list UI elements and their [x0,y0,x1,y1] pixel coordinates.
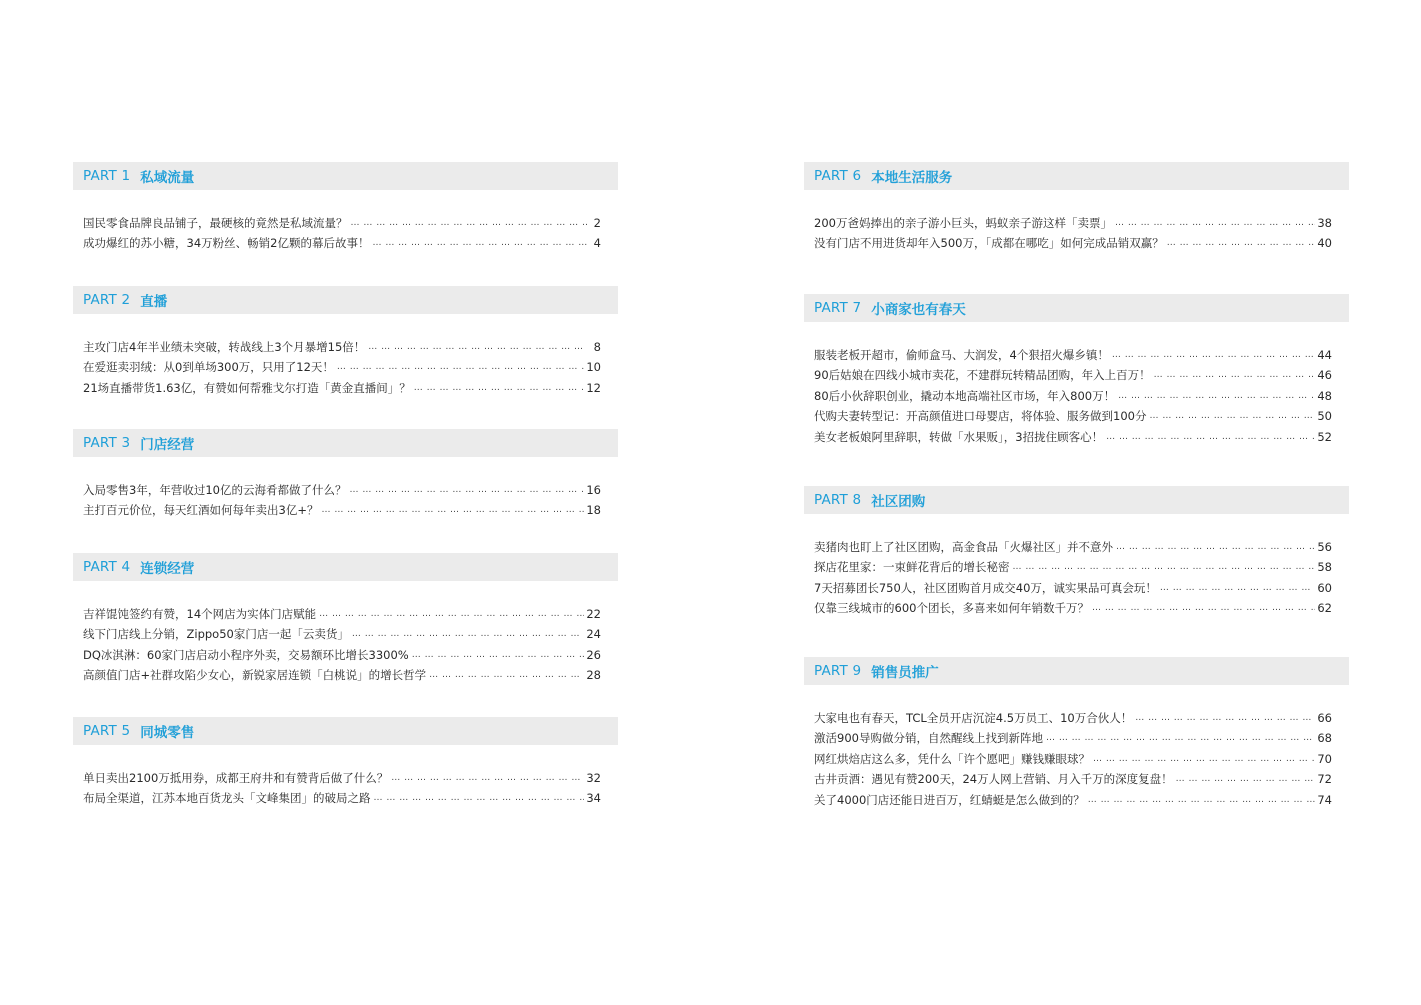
toc-entry[interactable] [814,362,1332,383]
toc-entry[interactable] [814,423,1332,444]
entry-page-number: 4 [593,236,601,251]
entry-page-number: 10 [586,360,601,375]
part-header [804,294,1349,322]
dot-leader [372,237,587,249]
entry-page-number: 62 [1317,601,1332,616]
toc-section-part-1 [73,162,618,251]
dot-leader [1160,582,1315,594]
entry-page-number: 44 [1317,347,1332,362]
entry-page-number: 16 [586,482,601,497]
toc-entry[interactable] [83,785,601,806]
toc-entry-list [814,704,1332,807]
entry-page-number: 26 [586,647,601,662]
part-header [804,162,1349,190]
toc-entry-list [814,533,1332,615]
toc-entry-list [814,341,1332,444]
toc-entry-list [83,600,601,682]
toc-entry[interactable] [83,621,601,642]
part-number: PART 6 [814,168,862,184]
toc-entry-list [83,209,601,250]
toc-entry-list [83,333,601,395]
toc-entry[interactable] [814,403,1332,424]
toc-entry[interactable] [814,704,1332,725]
toc-entry[interactable] [814,786,1332,807]
part-title: 小商家也有春天 [871,302,966,318]
entry-title: 国民零食品牌良品铺子，最硬核的竟然是私域流量？ [83,215,348,230]
entry-title: 激活900导购做分销，自然醒线上找到新阵地 [814,731,1043,746]
part-number: PART 3 [83,435,131,451]
toc-entry[interactable] [83,374,601,395]
dot-leader [1013,561,1316,573]
dot-leader [321,504,584,516]
entry-page-number: 2 [593,215,601,230]
entry-page-number: 40 [1317,236,1332,251]
part-header [73,553,618,581]
dot-leader [1112,349,1316,361]
toc-entry[interactable] [814,533,1332,554]
part-number: PART 2 [83,292,131,308]
entry-page-number: 8 [593,339,601,354]
toc-entry[interactable] [83,600,601,621]
toc-entry[interactable] [814,341,1332,362]
part-number: PART 5 [83,723,131,739]
entry-title: 没有门店不用进货却年入500万，「成都在哪吃」如何完成品销双赢？ [814,236,1164,251]
toc-entry[interactable] [814,382,1332,403]
part-number: PART 8 [814,492,862,508]
toc-section-part-9 [804,657,1349,807]
toc-entry[interactable] [814,554,1332,575]
entry-title: 高颜值门店+社群攻陷少女心，新锐家居连锁「白桃说」的增长哲学 [83,668,427,683]
entry-title: 卖猪肉也盯上了社区团购，高金食品「火爆社区」并不意外 [814,539,1113,554]
dot-leader [1046,732,1315,744]
part-title: 同城零售 [140,725,195,741]
toc-entry[interactable] [83,764,601,785]
part-number: PART 7 [814,300,862,316]
dot-leader [412,649,585,661]
toc-entry[interactable] [814,574,1332,595]
dot-leader [368,341,587,353]
entry-page-number: 12 [586,380,601,395]
dot-leader [1118,390,1315,402]
dot-leader [1106,431,1315,443]
toc-entry[interactable] [83,476,601,497]
toc-entry[interactable] [83,333,601,354]
entry-page-number: 34 [586,791,601,806]
toc-entry[interactable] [814,725,1332,746]
entry-title: 入局零售3年，年营收过10亿的云海肴都做了什么？ [83,482,347,497]
dot-leader [1154,369,1316,381]
part-title: 社区团购 [871,494,926,510]
toc-entry[interactable] [83,641,601,662]
part-number: PART 9 [814,663,862,679]
entry-title: 21场直播带货1.63亿，有赞如何帮雅戈尔打造「黄金直播间」？ [83,380,411,395]
entry-title: 仅靠三线城市的600个团长，多喜来如何年销数千万？ [814,601,1089,616]
entry-page-number: 18 [586,503,601,518]
toc-section-part-2 [73,286,618,395]
entry-page-number: 74 [1317,792,1332,807]
dot-leader [1088,794,1316,806]
part-title: 私域流量 [140,170,195,186]
entry-title: 探店花里家：一束鲜花背后的增长秘密 [814,560,1010,575]
toc-entry[interactable] [83,209,601,230]
dot-leader [351,217,588,229]
dot-leader [1167,237,1316,249]
entry-title: 200万爸妈捧出的亲子游小巨头，蚂蚁亲子游这样「卖票」 [814,215,1112,230]
toc-entry[interactable] [814,595,1332,616]
dot-leader [414,382,585,394]
toc-entry[interactable] [83,497,601,518]
part-header [804,486,1349,514]
part-title: 销售员推广 [871,665,939,681]
dot-leader [319,608,584,620]
entry-page-number: 46 [1317,368,1332,383]
toc-section-part-4 [73,553,618,683]
part-header [73,286,618,314]
entry-title: 成功爆红的苏小糖，34万粉丝、畅销2亿颗的幕后故事！ [83,236,370,251]
dot-leader [1135,712,1315,724]
entry-page-number: 38 [1317,215,1332,230]
part-title: 门店经营 [140,437,195,453]
toc-entry-list [83,476,601,517]
part-header [73,429,618,457]
dot-leader [374,792,585,804]
entry-title: 布局全渠道，江苏本地百货龙头「文峰集团」的破局之路 [83,791,371,806]
toc-entry[interactable] [83,354,601,375]
dot-leader [1116,541,1315,553]
entry-page-number: 60 [1317,580,1332,595]
entry-title: 80后小伙辞职创业，撬动本地高端社区市场，年入800万！ [814,388,1116,403]
part-header [73,162,618,190]
part-title: 直播 [140,294,168,310]
entry-title: 主打百元价位，每天红酒如何每年卖出3亿+？ [83,503,319,518]
entry-title: 大家电也有春天，TCL全员开店沉淀4.5万员工、10万合伙人！ [814,710,1133,725]
entry-page-number: 50 [1317,409,1332,424]
toc-entry[interactable] [814,209,1332,230]
entry-title: 代购夫妻转型记：开高颜值进口母婴店，将体验、服务做到100分 [814,409,1147,424]
dot-leader [1115,217,1315,229]
dot-leader [337,361,584,373]
entry-title: 在爱逛卖羽绒：从0到单场300万，只用了12天！ [83,360,334,375]
entry-title: 单日卖出2100万抵用券，成都王府井和有赞背后做了什么？ [83,770,389,785]
dot-leader [1176,773,1316,785]
entry-title: 关了4000门店还能日进百万，红蜻蜓是怎么做到的？ [814,792,1085,807]
entry-title: 服装老板开超市，偷师盒马、大润发，4个狠招火爆乡镇！ [814,347,1109,362]
toc-section-part-7 [804,294,1349,444]
entry-page-number: 52 [1317,429,1332,444]
toc-section-part-5 [73,717,618,806]
entry-page-number: 66 [1317,710,1332,725]
toc-entry[interactable] [83,230,601,251]
dot-leader [429,669,584,681]
entry-page-number: 72 [1317,772,1332,787]
toc-entry[interactable] [814,766,1332,787]
entry-title: 美女老板娘阿里辞职，转做「水果贩」，3招拢住顾客心！ [814,429,1104,444]
part-header [804,657,1349,685]
entry-page-number: 56 [1317,539,1332,554]
entry-title: 90后姑娘在四线小城市卖花，不建群玩转精品团购，年入上百万！ [814,368,1151,383]
toc-entry-list [83,764,601,805]
entry-title: 吉祥馄饨签约有赞，14个网店为实体门店赋能 [83,606,317,621]
entry-page-number: 68 [1317,731,1332,746]
toc-entry-list [814,209,1332,250]
entry-title: 7天招募团长750人，社区团购首月成交40万，诚实果品可真会玩！ [814,580,1157,595]
entry-page-number: 70 [1317,751,1332,766]
dot-leader [1093,753,1315,765]
entry-title: 主攻门店4年半业绩未突破，转战线上3个月暴增15倍！ [83,339,366,354]
dot-leader [1149,410,1315,422]
entry-title: 网红烘焙店这么多，凭什么「许个愿吧」赚钱赚眼球？ [814,751,1090,766]
entry-title: 线下门店线上分销，Zippo50家门店一起「云卖货」 [83,627,349,642]
entry-page-number: 58 [1317,560,1332,575]
dot-leader [391,772,584,784]
toc-section-part-3 [73,429,618,518]
toc-entry[interactable] [814,230,1332,251]
toc-entry[interactable] [814,745,1332,766]
entry-page-number: 24 [586,627,601,642]
toc-entry[interactable] [83,662,601,683]
dot-leader [349,484,584,496]
dot-leader [1092,602,1315,614]
part-number: PART 4 [83,559,131,575]
dot-leader [352,628,585,640]
part-title: 本地生活服务 [871,170,953,186]
part-title: 连锁经营 [140,561,195,577]
part-number: PART 1 [83,168,131,184]
part-header [73,717,618,745]
toc-section-part-8 [804,486,1349,616]
entry-page-number: 32 [586,770,601,785]
entry-title: DQ冰淇淋：60家门店启动小程序外卖，交易额环比增长3300% [83,647,409,662]
entry-page-number: 28 [586,668,601,683]
entry-page-number: 48 [1317,388,1332,403]
entry-title: 古井贡酒：遇见有赞200天，24万人网上营销、月入千万的深度复盘！ [814,772,1173,787]
entry-page-number: 22 [586,606,601,621]
toc-section-part-6 [804,162,1349,251]
